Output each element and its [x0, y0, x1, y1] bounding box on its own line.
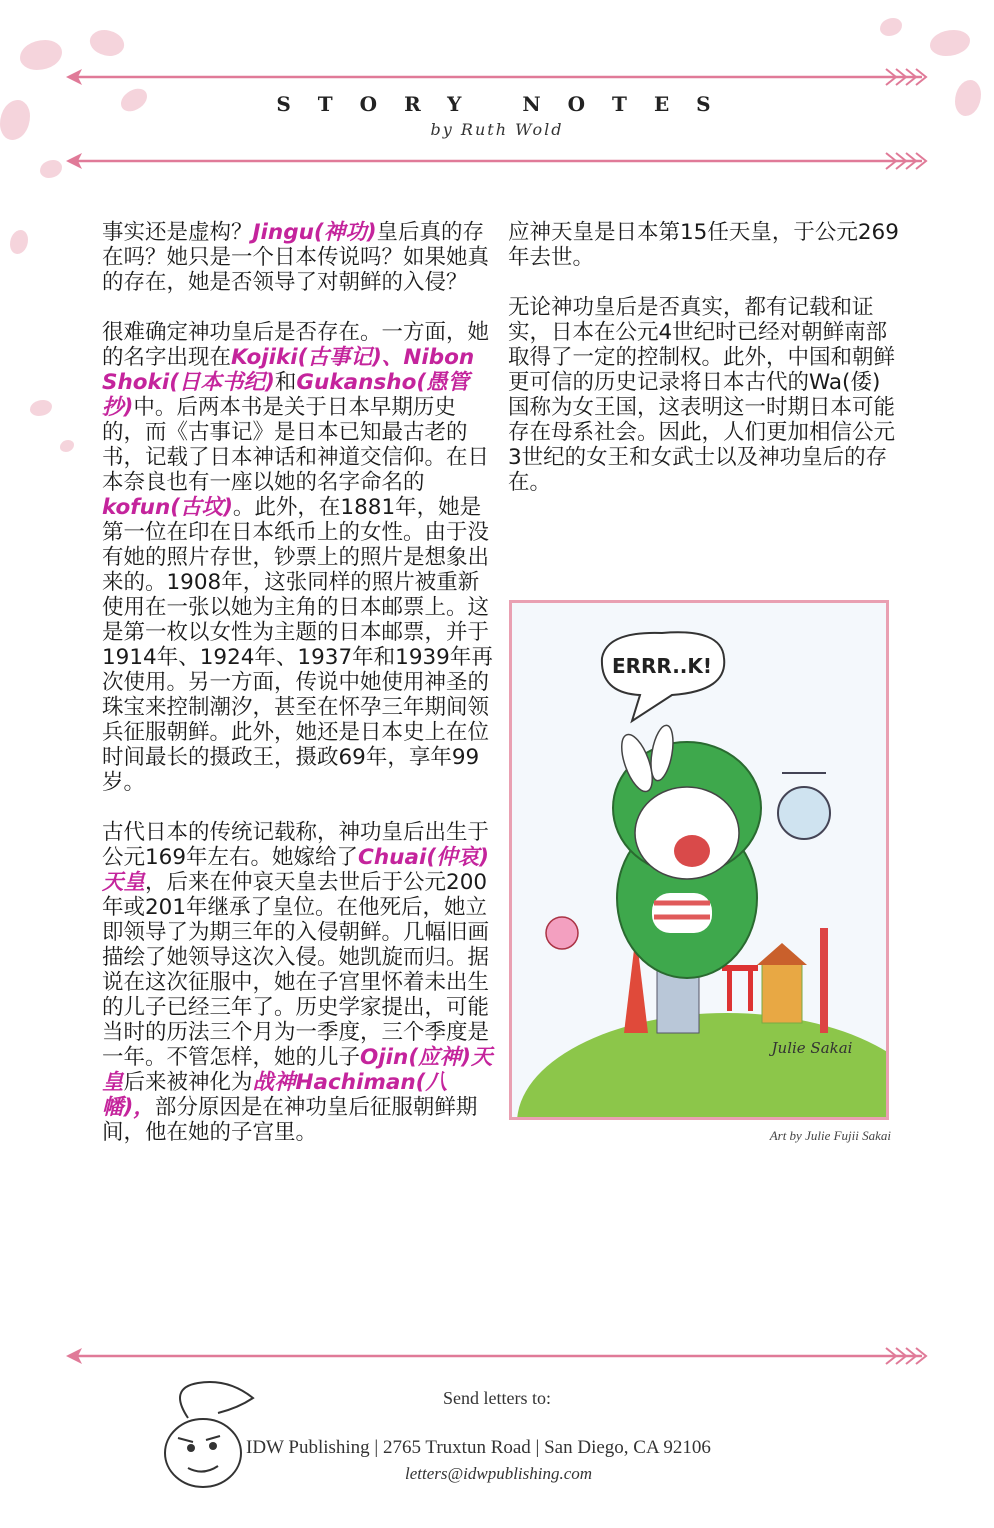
highlight-term: kofun(古坟): [102, 495, 233, 520]
contact-email: letters@idwpublishing.com: [405, 1464, 593, 1483]
paragraph: 事实还是虚构？Jingu(神功)皇后真的存在吗？她只是一个日本传说吗？如果她真的存在，她是否领导了对朝鲜的入侵？: [102, 220, 490, 295]
paragraph: 古代日本的传统记载称，神功皇后出生于公元169年左右。她嫁给了Chuai(仲哀)天皇，后来在仲哀天皇去世后于公元200年或201年继承了皇位。在他死后，她立即领导了为期三年的入侵朝鲜。几幅旧画描绘了她领导这次入侵。她凯旋而归。据说在这次征服中，她在子宫里怀着未出生的儿子已经三年了。历史学家提出，可能当时的历法三个月为一季度，三个季度是一年。不管怎样，她的儿子Ojin(应神)天皇后来被神化为战神Hachiman(八幡)，部分原因是在神功皇后征服朝鲜期间，他在她的子宫里。: [102, 820, 493, 1145]
right-column: [508, 220, 900, 520]
art-credit: Art by Julie Fujii Sakai: [769, 1128, 891, 1143]
highlight-term: Kojiki(古事记)、Nibon Shoki(日本书纪): [102, 345, 475, 395]
paragraph: 无论神功皇后是否真实，都有记载和证实，日本在公元4世纪时已经对朝鲜南部取得了一定的控制权。此外，中国和朝鲜更可信的历史记录将日本古代的Wa(倭)国称为女王国，这表明这一时期日本可能存在母系社会。因此，人们更加相信公元3世纪的女王和女武士以及神功皇后的存在。: [508, 295, 896, 495]
artwork-frame: [509, 600, 889, 1120]
bottom-arrow-divider: [66, 1345, 928, 1367]
send-letters-label: Send letters to:: [443, 1388, 551, 1408]
highlight-term: Ojin(应神)天皇: [102, 1045, 493, 1095]
highlight-term: Gukansho(愚管抄): [102, 370, 470, 420]
artist-signature: Julie Sakai: [771, 1039, 853, 1057]
header-arrow-divider: [66, 150, 928, 172]
page-title: STORY NOTES: [276, 92, 738, 116]
petal-decoration: [86, 23, 128, 63]
petal-decoration: [10, 230, 28, 254]
highlight-term: 战神Hachiman(八幡)，: [102, 1070, 447, 1120]
highlight-term: Chuai(仲哀)天皇: [102, 845, 489, 895]
paragraph: 应神天皇是日本第15任天皇，于公元269年去世。: [508, 220, 899, 270]
petal-decoration: [30, 400, 52, 416]
petal-decoration: [880, 18, 902, 36]
paragraph: 很难确定神功皇后是否存在。一方面，她的名字出现在Kojiki(古事记)、Nibon Shoki(日本书纪)和Gukansho(愚管抄)中。后两本书是关于日本早期历史的，而《古事记》是日本已知最古老的书，记载了日本神话和神道交信仰。在日本奈良也有一座以她的名字命名的kofun(古坟)。此外，在1881年，她是第一位在印在日本纸币上的女性。由于没有她的照片存世，钞票上的照片是想象出来的。1908年，这张同样的照片被重新使用在一张以她为主角的日本邮票上。这是第一枚以女性为主题的日本邮票，并于1914年、1924年、1937年和1939年再次使用。另一方面，传说中她使用神圣的珠宝来控制潮汐，甚至在怀孕三年期间领兵征服朝鲜。此外，她还是日本史上在位时间最长的摄政王，摄政69年，享年99岁。: [102, 320, 493, 795]
petal-decoration: [930, 30, 970, 56]
petal-decoration: [40, 160, 62, 178]
dinosaur-illustration: [512, 603, 886, 1117]
petal-decoration: [60, 440, 74, 452]
left-column: [102, 220, 497, 1170]
speech-text: ERRR..K!: [611, 654, 713, 678]
byline: by Ruth Wold: [430, 120, 564, 139]
top-arrow-divider: [66, 66, 928, 88]
highlight-term: Jingu(神功): [252, 220, 377, 245]
petal-decoration: [20, 40, 62, 70]
mailing-address: IDW Publishing | 2765 Truxtun Road | San Diego, CA 92106: [246, 1437, 711, 1458]
